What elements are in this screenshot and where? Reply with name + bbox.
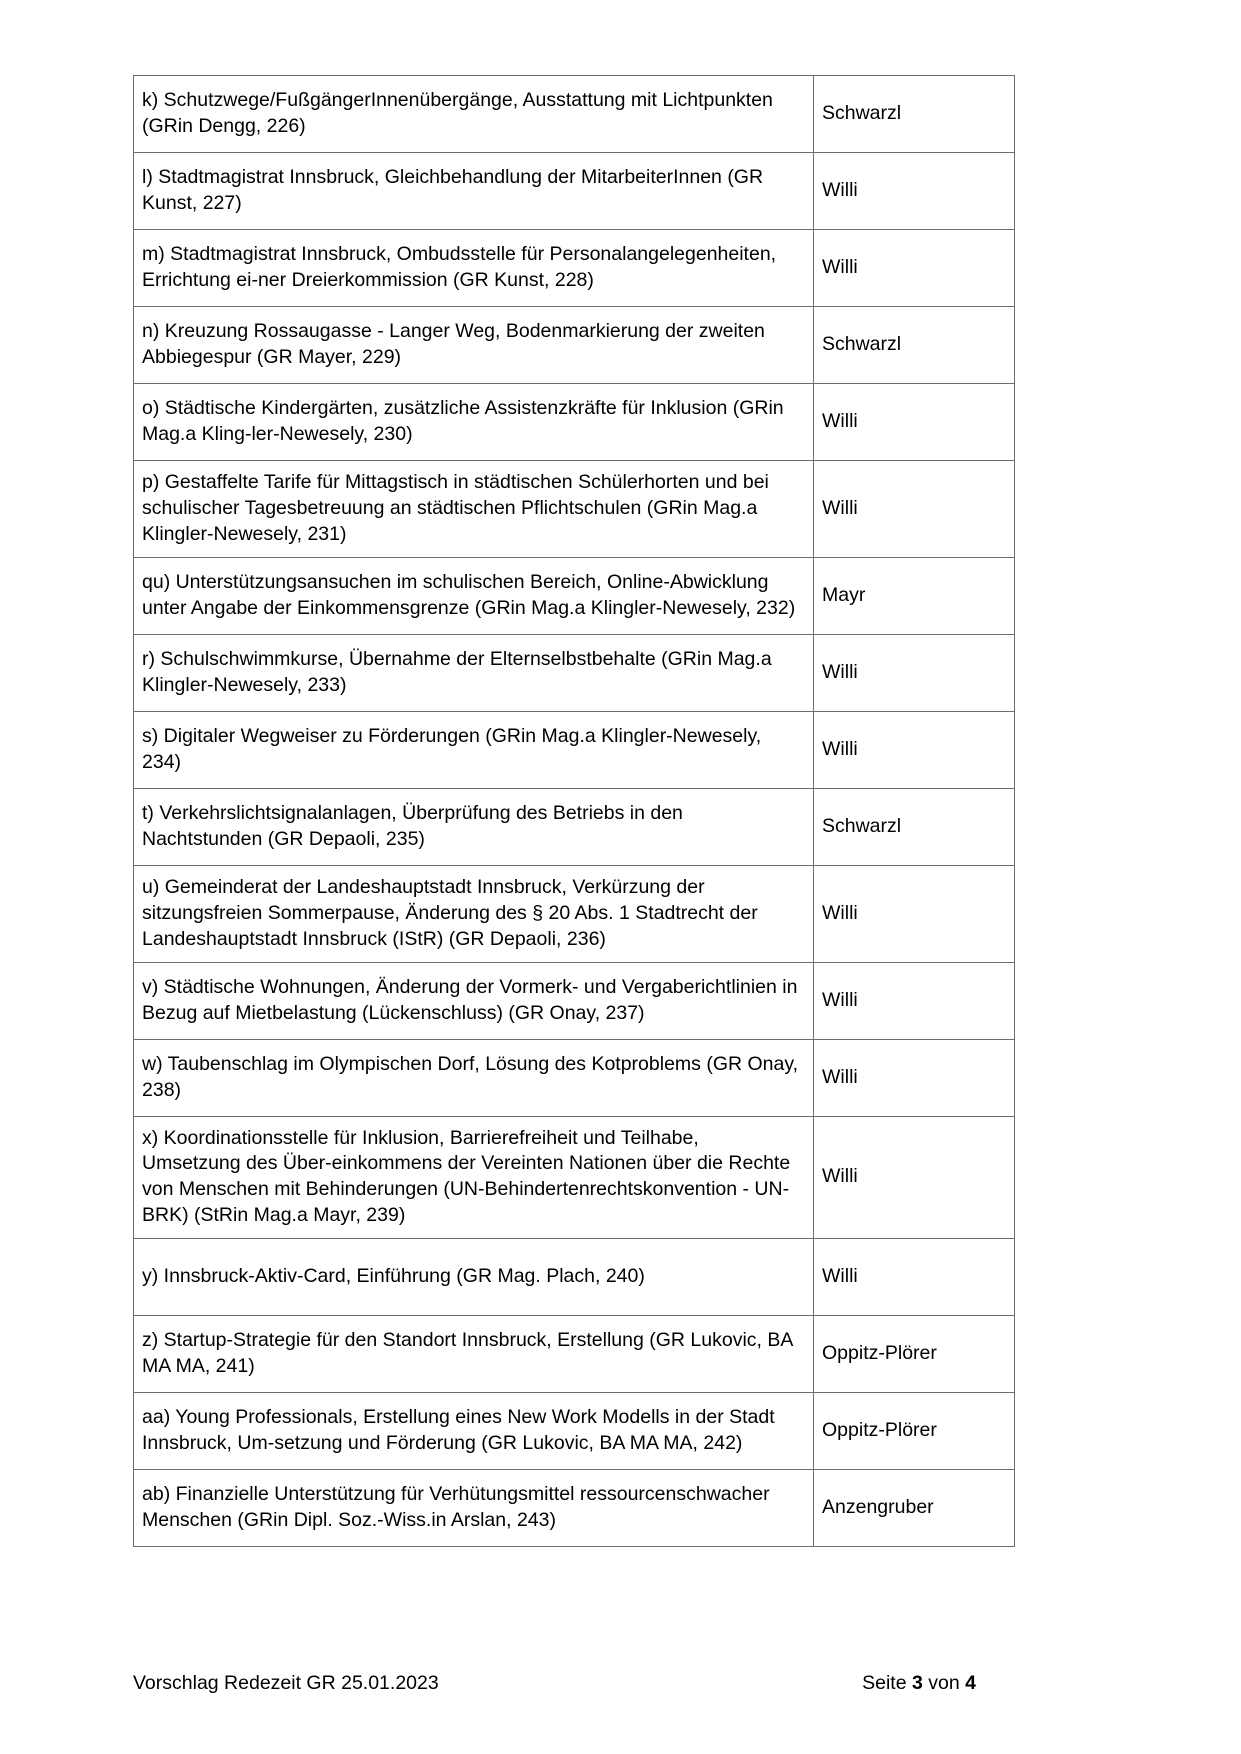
speaker-name: Willi [814, 1039, 1015, 1116]
agenda-item-text: o) Städtische Kindergärten, zusätzliche Assistenzkräfte für Inklusion (GRin Mag.a Kling-ler-Newesely, 230) [134, 384, 814, 461]
footer-page-number: 3 [912, 1672, 923, 1694]
speaker-name: Willi [814, 962, 1015, 1039]
speaker-name: Schwarzl [814, 788, 1015, 865]
table-row [134, 711, 1015, 788]
agenda-table-body [134, 76, 1015, 1547]
agenda-item-text: m) Stadtmagistrat Innsbruck, Ombudsstelle für Personalangelegenheiten, Errichtung ei-ner Dreierkommission (GR Kunst, 228) [134, 230, 814, 307]
speaker-name: Willi [814, 865, 1015, 962]
agenda-table [133, 75, 1015, 1547]
table-row [134, 76, 1015, 153]
speaker-name: Oppitz-Plörer [814, 1393, 1015, 1470]
table-row [134, 962, 1015, 1039]
table-row [134, 1039, 1015, 1116]
agenda-item-text: v) Städtische Wohnungen, Änderung der Vormerk- und Vergaberichtlinien in Bezug auf Mietbelastung (Lückenschluss) (GR Onay, 237) [134, 962, 814, 1039]
agenda-item-text: t) Verkehrslichtsignalanlagen, Überprüfung des Betriebs in den Nachtstunden (GR Depaoli, 235) [134, 788, 814, 865]
speaker-name: Willi [814, 384, 1015, 461]
agenda-item-text: y) Innsbruck-Aktiv-Card, Einführung (GR Mag. Plach, 240) [134, 1239, 814, 1316]
table-row [134, 1470, 1015, 1547]
table-row [134, 230, 1015, 307]
table-row [134, 307, 1015, 384]
agenda-item-text: n) Kreuzung Rossaugasse - Langer Weg, Bodenmarkierung der zweiten Abbiegespur (GR Mayer, 229) [134, 307, 814, 384]
table-row [134, 865, 1015, 962]
agenda-item-text: ab) Finanzielle Unterstützung für Verhütungsmittel ressourcenschwacher Menschen (GRin Dipl. Soz.-Wiss.in Arslan, 243) [134, 1470, 814, 1547]
agenda-item-text: k) Schutzwege/FußgängerInnenübergänge, Ausstattung mit Lichtpunkten (GRin Dengg, 226) [134, 76, 814, 153]
table-row [134, 788, 1015, 865]
speaker-name: Willi [814, 1116, 1015, 1239]
speaker-name: Schwarzl [814, 307, 1015, 384]
speaker-name: Schwarzl [814, 76, 1015, 153]
table-row [134, 1316, 1015, 1393]
table-row [134, 384, 1015, 461]
table-row [134, 1116, 1015, 1239]
footer-document-title: Vorschlag Redezeit GR 25.01.2023 [133, 1672, 439, 1694]
speaker-name: Oppitz-Plörer [814, 1316, 1015, 1393]
speaker-name: Willi [814, 634, 1015, 711]
agenda-item-text: w) Taubenschlag im Olympischen Dorf, Lösung des Kotproblems (GR Onay, 238) [134, 1039, 814, 1116]
speaker-name: Mayr [814, 557, 1015, 634]
agenda-item-text: l) Stadtmagistrat Innsbruck, Gleichbehandlung der MitarbeiterInnen (GR Kunst, 227) [134, 153, 814, 230]
agenda-item-text: p) Gestaffelte Tarife für Mittagstisch in städtischen Schülerhorten und bei schulischer Tagesbetreuung an städtischen Pflichtschulen (GRin Mag.a Klingler-Newesely, 231) [134, 461, 814, 558]
table-row [134, 461, 1015, 558]
agenda-item-text: r) Schulschwimmkurse, Übernahme der Elternselbstbehalte (GRin Mag.a Klingler-Newesely, 233) [134, 634, 814, 711]
speaker-name: Willi [814, 1239, 1015, 1316]
speaker-name: Willi [814, 711, 1015, 788]
table-row [134, 557, 1015, 634]
speaker-name: Anzengruber [814, 1470, 1015, 1547]
footer-page-total: 4 [965, 1672, 976, 1694]
footer-page-of-label: von [922, 1672, 966, 1694]
table-row [134, 1393, 1015, 1470]
table-row [134, 153, 1015, 230]
footer-page-label: Seite [862, 1672, 912, 1694]
agenda-item-text: aa) Young Professionals, Erstellung eines New Work Modells in der Stadt Innsbruck, Um-setzung und Förderung (GR Lukovic, BA MA MA, 242) [134, 1393, 814, 1470]
speaker-name: Willi [814, 153, 1015, 230]
speaker-name: Willi [814, 230, 1015, 307]
agenda-item-text: qu) Unterstützungsansuchen im schulischen Bereich, Online-Abwicklung unter Angabe der Einkommensgrenze (GRin Mag.a Klingler-Newesely, 232) [134, 557, 814, 634]
agenda-item-text: z) Startup-Strategie für den Standort Innsbruck, Erstellung (GR Lukovic, BA MA MA, 241) [134, 1316, 814, 1393]
page-footer [133, 1672, 976, 1695]
agenda-item-text: s) Digitaler Wegweiser zu Förderungen (GRin Mag.a Klingler-Newesely, 234) [134, 711, 814, 788]
agenda-item-text: u) Gemeinderat der Landeshauptstadt Innsbruck, Verkürzung der sitzungsfreien Sommerpause, Änderung des § 20 Abs. 1 Stadtrecht der Landeshauptstadt Innsbruck (IStR) (GR Depaoli, 236) [134, 865, 814, 962]
footer-page-indicator [862, 1672, 976, 1695]
table-row [134, 1239, 1015, 1316]
agenda-item-text: x) Koordinationsstelle für Inklusion, Barrierefreiheit und Teilhabe, Umsetzung des Über-einkommens der Vereinten Nationen über die Rechte von Menschen mit Behinderungen (UN-Behindertenrechtskonvention - UN-BRK) (StRin Mag.a Mayr, 239) [134, 1116, 814, 1239]
speaker-name: Willi [814, 461, 1015, 558]
table-row [134, 634, 1015, 711]
